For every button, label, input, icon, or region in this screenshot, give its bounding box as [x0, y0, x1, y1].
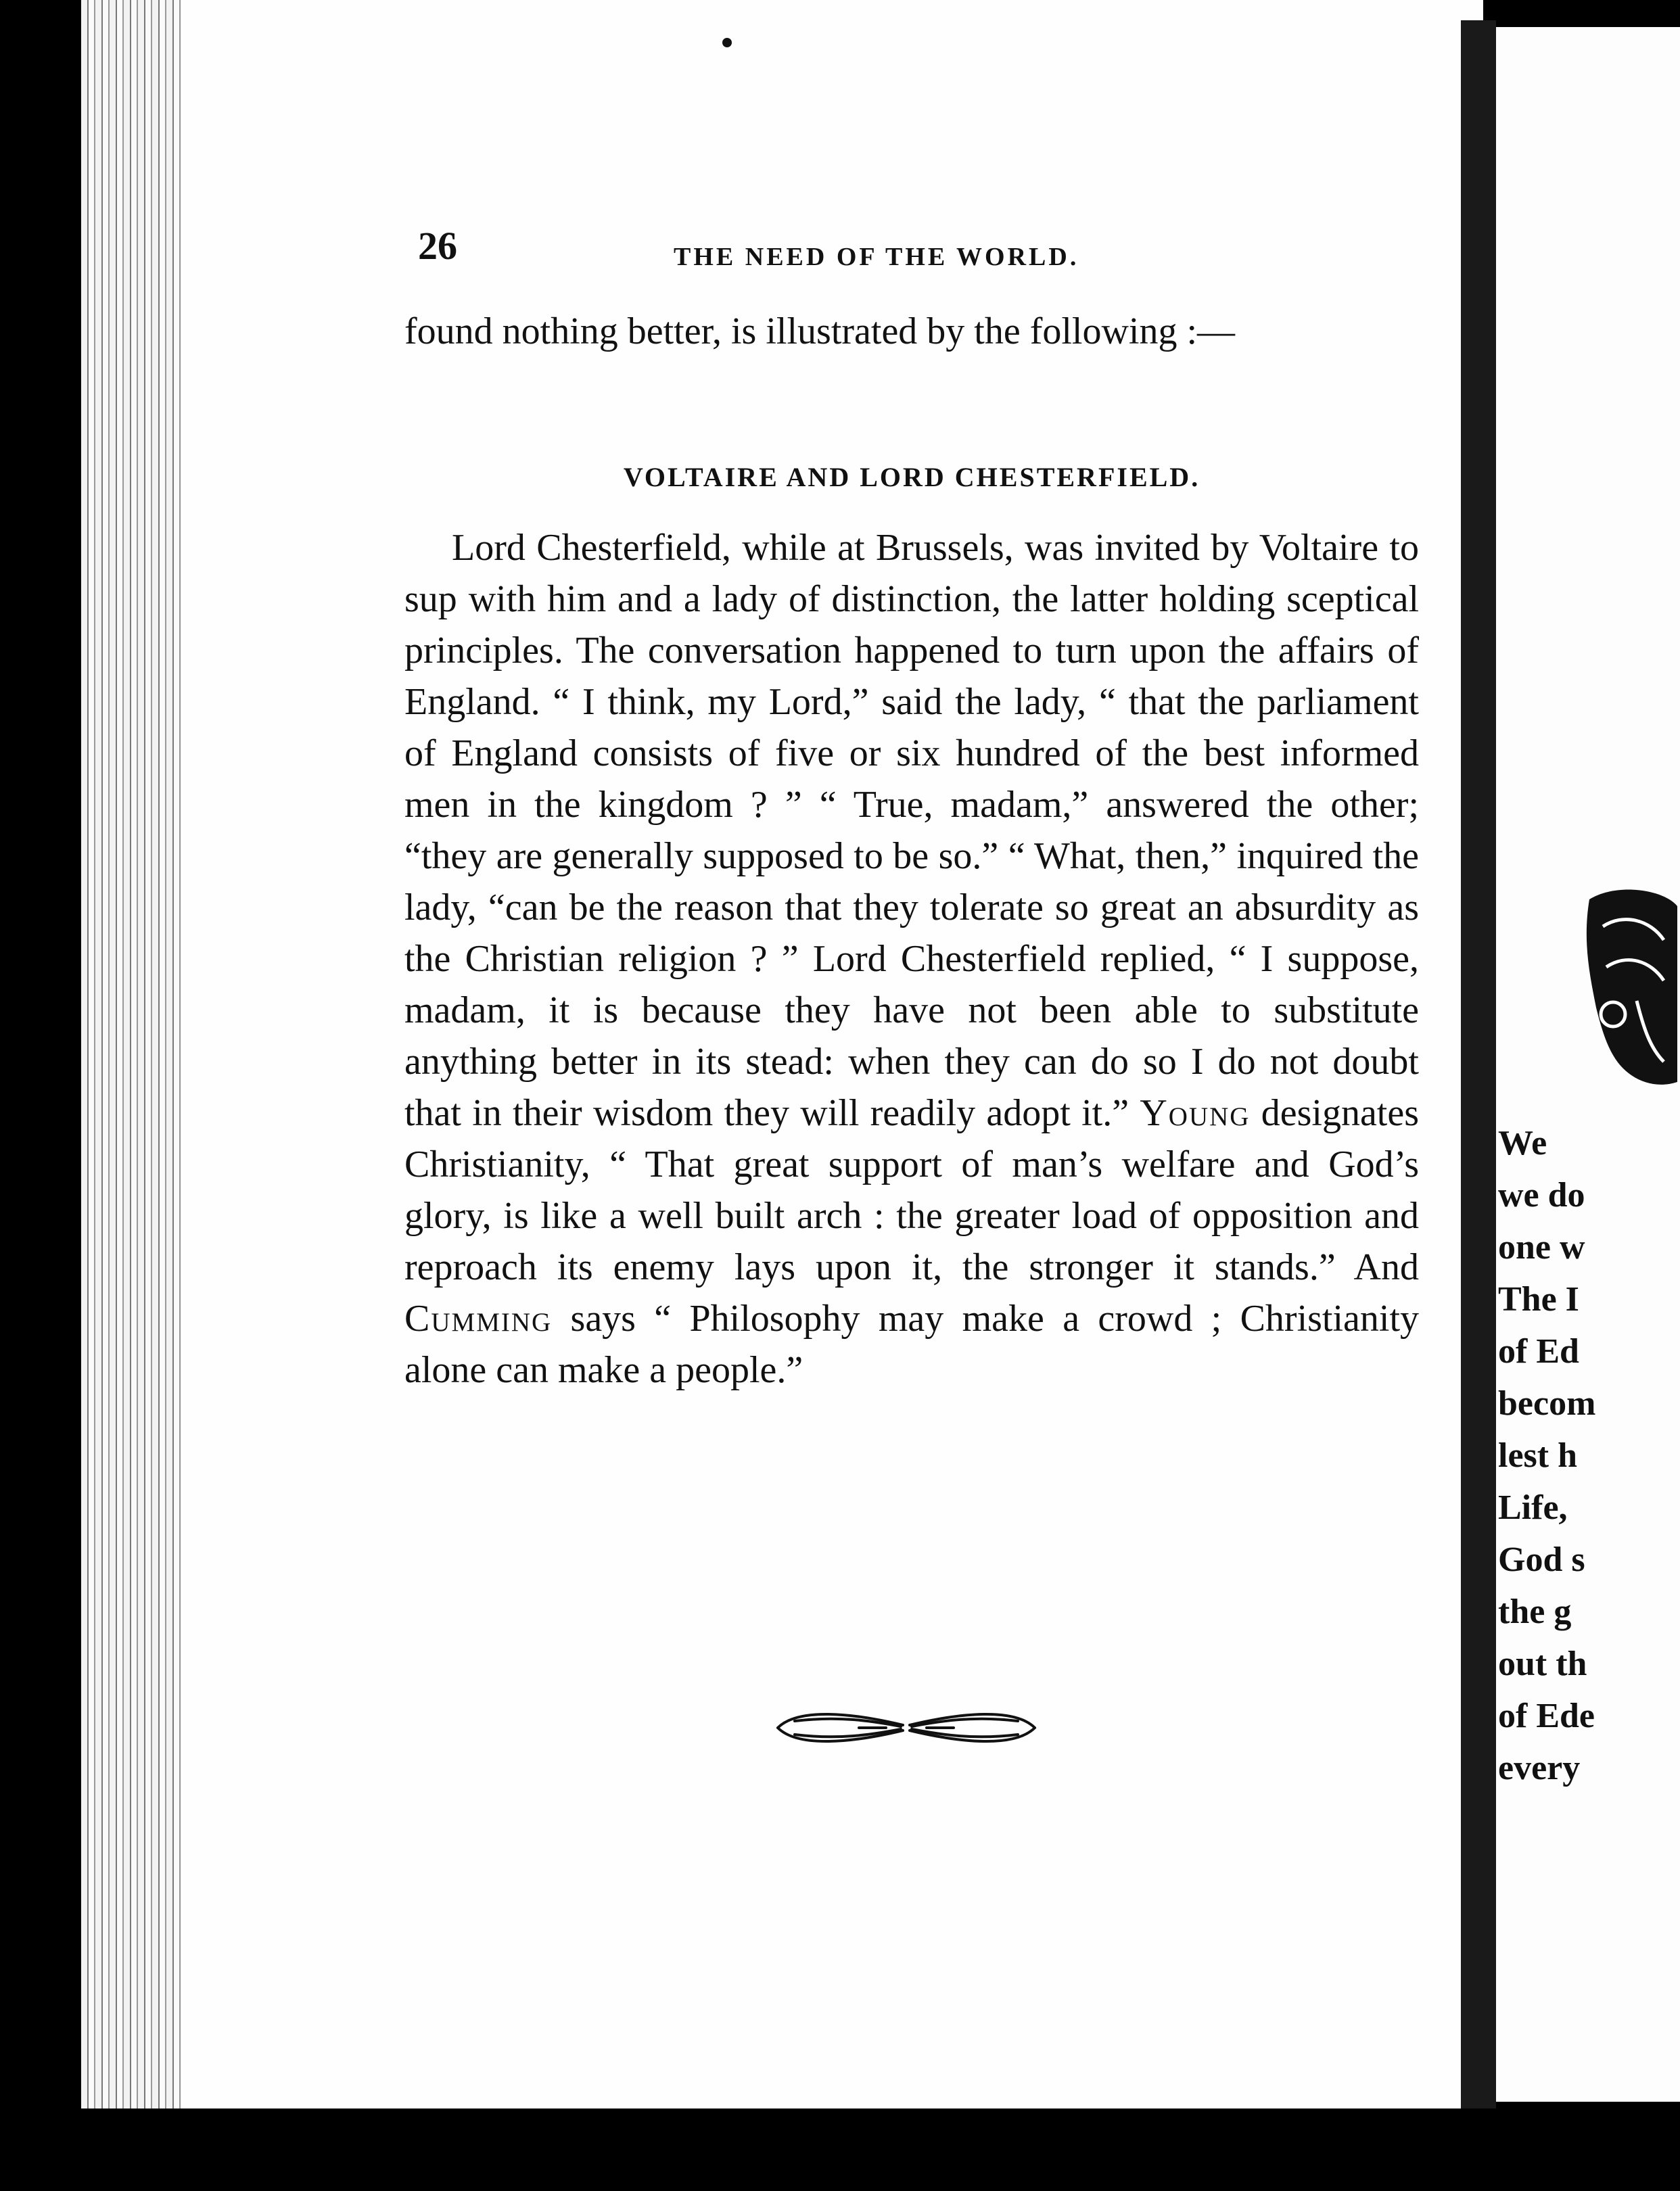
section-title: VOLTAIRE AND LORD CHESTERFIELD.: [623, 462, 1200, 492]
body-paragraph: [404, 522, 1419, 1396]
scan-border: [0, 2108, 1680, 2191]
running-head: THE NEED OF THE WORLD.: [674, 243, 1079, 271]
facing-line: we do: [1498, 1176, 1585, 1215]
ink-dot: [722, 38, 732, 47]
facing-line: of Ed: [1498, 1332, 1579, 1371]
author-name-young: Young: [1140, 1092, 1251, 1134]
facing-line: out th: [1498, 1645, 1587, 1683]
facing-line: God s: [1498, 1540, 1585, 1579]
facing-line: We: [1498, 1124, 1547, 1162]
flourish-ornament: [757, 1701, 1055, 1755]
facing-page-text: [1498, 1117, 1680, 1794]
facing-line: every: [1498, 1749, 1581, 1787]
decorative-initial-ornament: [1576, 886, 1677, 1096]
book-spine: [1461, 20, 1496, 2110]
page-edges: [81, 0, 183, 2113]
facing-line: The I: [1498, 1280, 1579, 1319]
author-name-cumming: Cumming: [404, 1298, 553, 1340]
page-header: [418, 223, 1175, 277]
page-number: 26: [418, 224, 457, 268]
facing-line: of Ede: [1498, 1697, 1595, 1735]
body-text-part-1: Lord Chesterfield, while at Brussels, was invited by Voltaire to sup with him and a lady of distinction, the latter holding sceptical principles. The conversation happened to turn upon the affairs of England. “ I think, my Lord,” said the lady, “ that the parliament of England consists of five or six hundred of the best informed men in the kingdom ? ” “ True, madam,” answered the other; “they are generally supposed to be so.” “ What, then,” inquired the lady, “can be the reason that they tolerate so great an absurdity as the Christian religion ? ” Lord Chesterfield replied, “ I suppose, madam, it is because they have not been able to substitute anything better in its stead: when they can do so I do not doubt that in their wisdom they will readily adopt it.”: [404, 527, 1419, 1134]
facing-line: becom: [1498, 1384, 1596, 1423]
facing-line: the g: [1498, 1593, 1572, 1631]
body-text-part-2: designates Christianity, “ That great support of man’s welfare and God’s glory, is like a well built arch : the greater load of opposition and reproach its enemy lays upon it, the stronger it stands.” And: [404, 1092, 1420, 1288]
facing-line: lest h: [1498, 1436, 1577, 1475]
intro-paragraph: found nothing better, is illustrated by the following :—: [404, 310, 1236, 352]
facing-line: Life,: [1498, 1488, 1568, 1527]
body-text-part-3: says “ Philosophy may make a crowd ; Christianity alone can make a people.”: [404, 1298, 1420, 1391]
facing-line: one w: [1498, 1228, 1585, 1267]
